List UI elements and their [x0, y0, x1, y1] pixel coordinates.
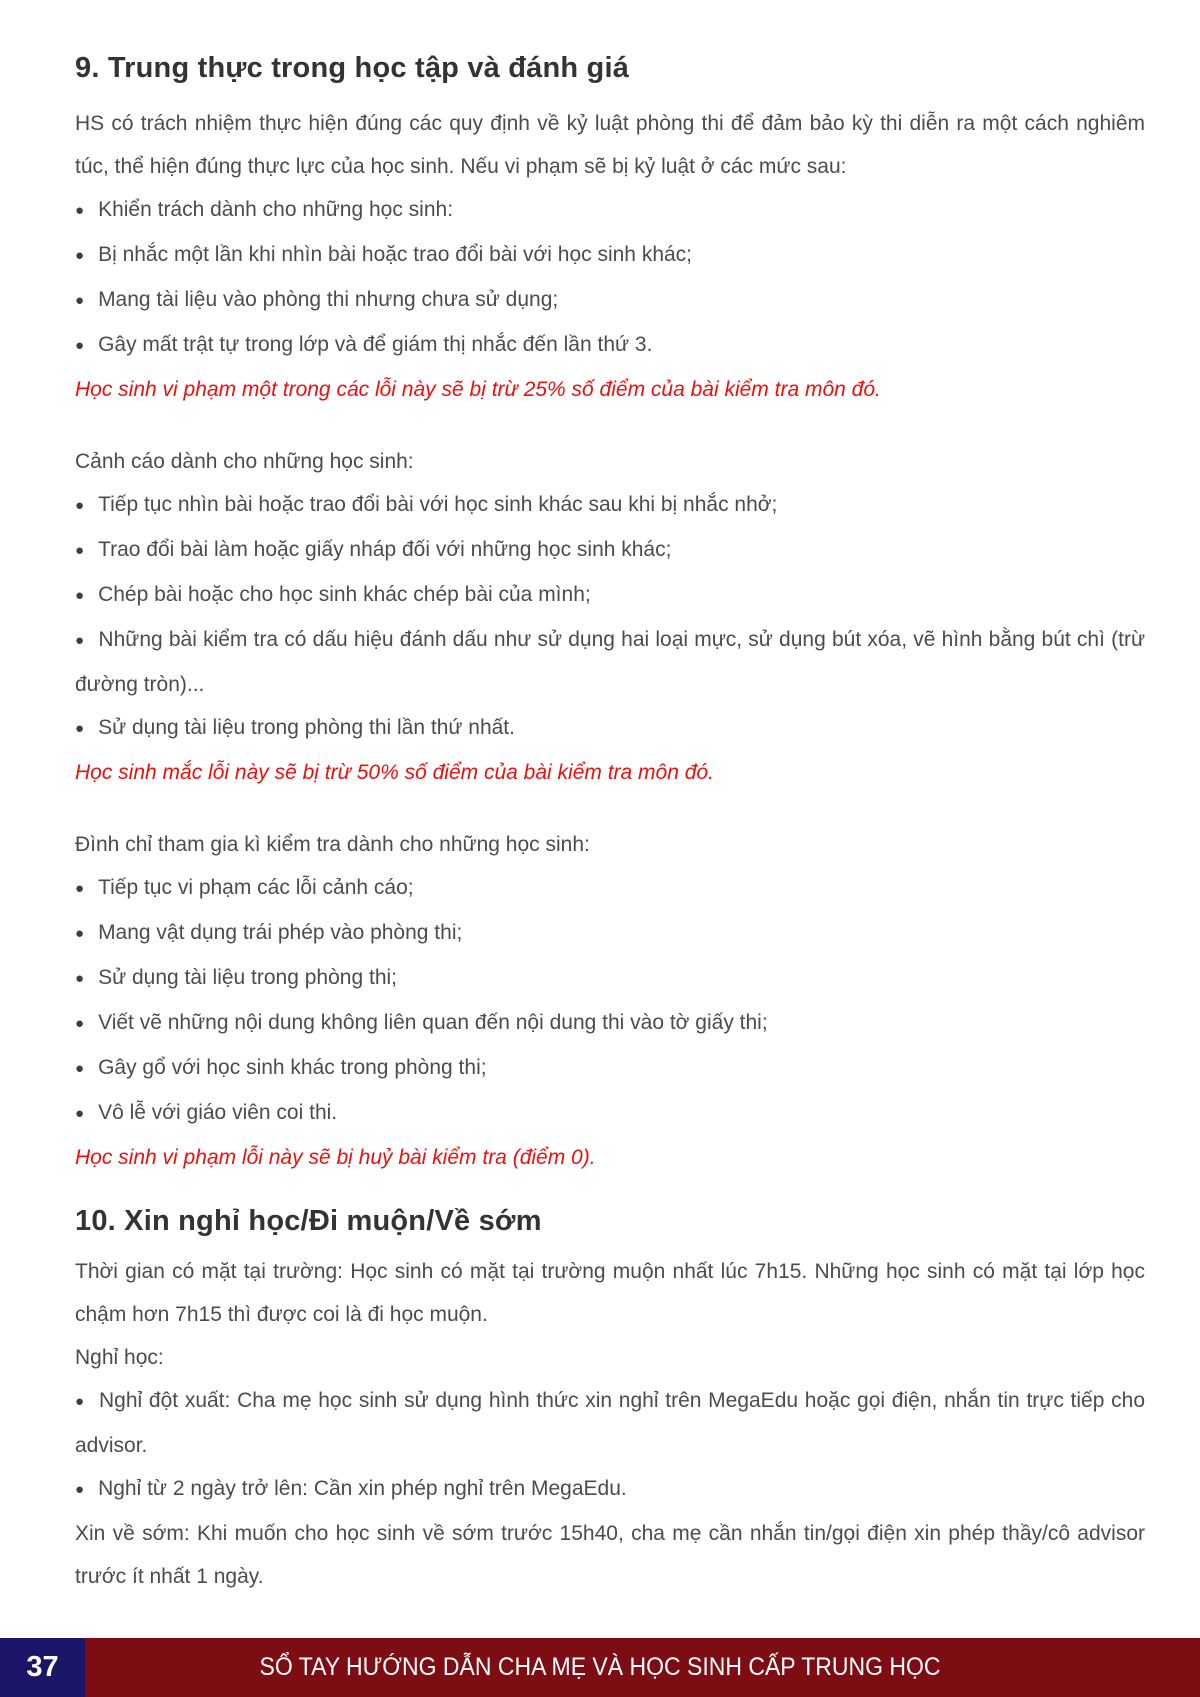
bullet-item: ● Gây mất trật tự trong lớp và để giám thị nhắc đến lần thứ 3. [75, 323, 1145, 368]
absence-label: Nghỉ học: [75, 1346, 164, 1370]
bullet-item: ● Gây gổ với học sinh khác trong phòng thi; [75, 1046, 1145, 1091]
bullet-item: ● Nghỉ đột xuất: Cha mẹ học sinh sử dụng hình thức xin nghỉ trên MegaEdu hoặc gọi điện, nhắn tin trực tiếp cho advisor. [75, 1379, 1145, 1467]
page-content [75, 50, 1145, 1598]
bullet-item: ● Mang tài liệu vào phòng thi nhưng chưa sử dụng; [75, 278, 1145, 323]
footer-title-bar [85, 1638, 1200, 1697]
section-9-heading: 9. Trung thực trong học tập và đánh giá [75, 52, 630, 84]
bullet-item: ● Tiếp tục vi phạm các lỗi cảnh cáo; [75, 866, 1145, 911]
section-gap [75, 794, 1145, 823]
suspension-lead: Đình chỉ tham gia kì kiểm tra dành cho những học sinh: [75, 832, 590, 856]
section-gap [75, 411, 1145, 440]
bullet-item: ● Trao đổi bài làm hoặc giấy nháp đối với những học sinh khác; [75, 528, 1145, 573]
bullet-item: ● Vô lễ với giáo viên coi thi. [75, 1091, 1145, 1136]
bullet-item: ● Viết vẽ những nội dung không liên quan đến nội dung thi vào tờ giấy thi; [75, 1001, 1145, 1046]
bullet-item: ● Tiếp tục nhìn bài hoặc trao đổi bài với học sinh khác sau khi bị nhắc nhở; [75, 483, 1145, 528]
section-10-heading: 10. Xin nghỉ học/Đi muộn/Về sớm [75, 1204, 542, 1237]
warning-lead: Cảnh cáo dành cho những học sinh: [75, 449, 414, 473]
penalty-note-cancel: Học sinh vi phạm lỗi này sẽ bị huỷ bài kiểm tra (điểm 0). [75, 1145, 596, 1169]
penalty-note-50: Học sinh mắc lỗi này sẽ bị trừ 50% số điểm của bài kiểm tra môn đó. [75, 760, 714, 784]
bullet-item: ● Sử dụng tài liệu trong phòng thi; [75, 956, 1145, 1001]
bullet-item: ● Khiển trách dành cho những học sinh: [75, 188, 1145, 233]
bullet-item: ● Sử dụng tài liệu trong phòng thi lần thứ nhất. [75, 706, 1145, 751]
page-footer [0, 1638, 1200, 1697]
early-leave-paragraph: Xin về sớm: Khi muốn cho học sinh về sớm trước 15h40, cha mẹ cần nhắn tin/gọi điện xin phép thầy/cô advisor trước ít nhất 1 ngày. [75, 1522, 1145, 1589]
bullet-item: ● Nghỉ từ 2 ngày trở lên: Cần xin phép nghỉ trên MegaEdu. [75, 1467, 1145, 1512]
footer-title: SỔ TAY HƯỚNG DẪN CHA MẸ VÀ HỌC SINH CẤP TRUNG HỌC [259, 1653, 941, 1681]
bullet-item: ● Những bài kiểm tra có dấu hiệu đánh dấu như sử dụng hai loại mực, sử dụng bút xóa, vẽ hình bằng bút chì (trừ đường tròn)... [75, 618, 1145, 706]
bullet-item: ● Mang vật dụng trái phép vào phòng thi; [75, 911, 1145, 956]
section-9-intro: HS có trách nhiệm thực hiện đúng các quy định về kỷ luật phòng thi để đảm bảo kỳ thi diễn ra một cách nghiêm túc, thể hiện đúng thực lực của học sinh. Nếu vi phạm sẽ bị kỷ luật ở các mức sau: [75, 111, 1145, 178]
footer-page-number: 37 [0, 1638, 85, 1697]
section-10-intro: Thời gian có mặt tại trường: Học sinh có mặt tại trường muộn nhất lúc 7h15. Những học sinh có mặt tại lớp học chậm hơn 7h15 thì được coi là đi học muộn. [75, 1260, 1145, 1327]
bullet-item: ● Bị nhắc một lần khi nhìn bài hoặc trao đổi bài với học sinh khác; [75, 233, 1145, 278]
penalty-note-25: Học sinh vi phạm một trong các lỗi này sẽ bị trừ 25% số điểm của bài kiểm tra môn đó. [75, 377, 881, 401]
bullet-item: ● Chép bài hoặc cho học sinh khác chép bài của mình; [75, 573, 1145, 618]
